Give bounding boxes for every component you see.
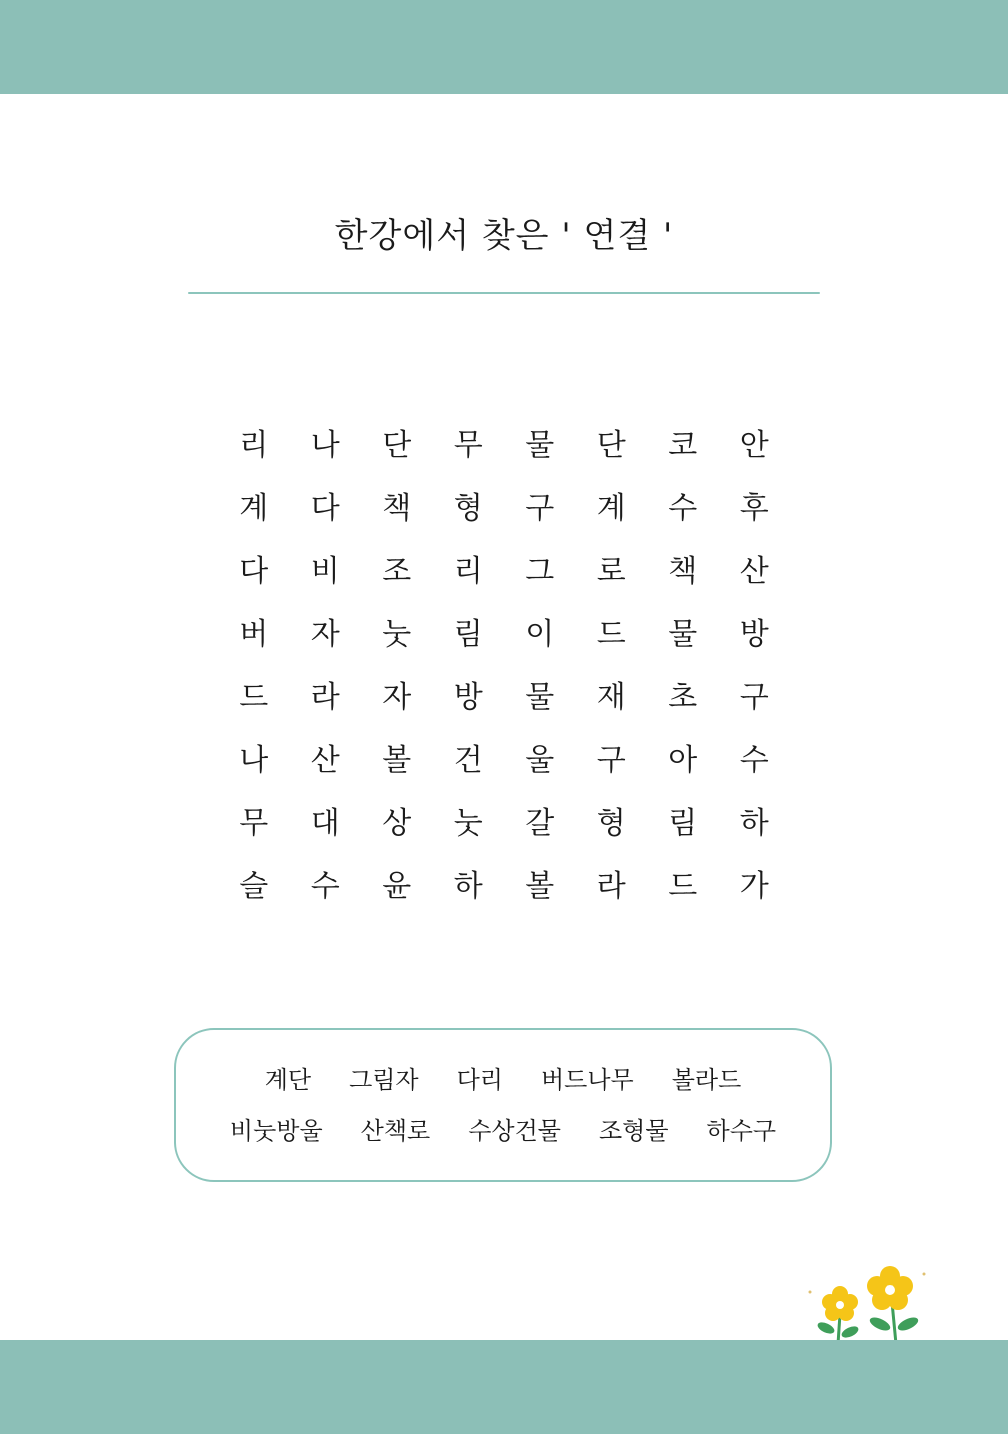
grid-cell[interactable]: 가 — [739, 869, 769, 904]
grid-row — [218, 733, 790, 796]
word-list-box — [174, 1028, 832, 1182]
grid-cell[interactable]: 로 — [596, 554, 626, 589]
grid-cell[interactable]: 초 — [668, 680, 698, 715]
grid-cell[interactable]: 버 — [239, 617, 269, 652]
grid-cell[interactable]: 하 — [739, 806, 769, 841]
word-list-item: 버드나무 — [541, 1066, 634, 1094]
grid-cell[interactable]: 드 — [668, 869, 698, 904]
grid-cell[interactable]: 안 — [739, 428, 769, 463]
grid-cell[interactable]: 갈 — [525, 806, 555, 841]
grid-cell[interactable]: 계 — [596, 491, 626, 526]
grid-row — [218, 481, 790, 544]
grid-cell[interactable]: 눗 — [453, 806, 483, 841]
grid-cell[interactable]: 계 — [239, 491, 269, 526]
grid-cell[interactable]: 구 — [596, 743, 626, 778]
grid-cell[interactable]: 림 — [453, 617, 483, 652]
grid-cell[interactable]: 다 — [239, 554, 269, 589]
grid-cell[interactable]: 비 — [310, 554, 340, 589]
grid-row — [218, 670, 790, 733]
word-list-item: 하수구 — [706, 1117, 777, 1145]
word-list-row — [174, 1111, 832, 1146]
word-list-item: 비눗방울 — [229, 1117, 323, 1145]
grid-cell[interactable]: 재 — [596, 680, 626, 715]
grid-cell[interactable]: 울 — [525, 743, 555, 778]
grid-cell[interactable]: 후 — [739, 491, 769, 526]
grid-cell[interactable]: 윤 — [382, 869, 412, 904]
grid-cell[interactable]: 구 — [525, 491, 555, 526]
grid-cell[interactable]: 라 — [596, 869, 626, 904]
grid-cell[interactable]: 상 — [382, 806, 412, 841]
grid-cell[interactable]: 산 — [739, 554, 769, 589]
grid-cell[interactable]: 건 — [453, 743, 483, 778]
grid-cell[interactable]: 나 — [239, 743, 269, 778]
word-list-item: 조형물 — [598, 1117, 669, 1145]
grid-cell[interactable]: 단 — [382, 428, 412, 463]
grid-cell[interactable]: 그 — [525, 554, 555, 589]
word-list-item: 다리 — [456, 1066, 503, 1094]
grid-row — [218, 418, 790, 481]
word-list-item: 볼라드 — [671, 1066, 742, 1094]
grid-cell[interactable]: 드 — [596, 617, 626, 652]
grid-cell[interactable]: 무 — [453, 428, 483, 463]
grid-cell[interactable]: 눗 — [382, 617, 412, 652]
grid-cell[interactable]: 대 — [310, 806, 340, 841]
word-search-grid — [218, 418, 790, 922]
grid-cell[interactable]: 리 — [453, 554, 483, 589]
grid-cell[interactable]: 볼 — [525, 869, 555, 904]
grid-cell[interactable]: 리 — [239, 428, 269, 463]
grid-cell[interactable]: 형 — [453, 491, 483, 526]
flower-decoration-icon — [804, 1262, 934, 1350]
grid-cell[interactable]: 수 — [668, 491, 698, 526]
grid-cell[interactable]: 나 — [310, 428, 340, 463]
grid-cell[interactable]: 림 — [668, 806, 698, 841]
grid-cell[interactable]: 자 — [382, 680, 412, 715]
grid-cell[interactable]: 슬 — [239, 869, 269, 904]
page-title: 한강에서 찾은 ' 연결 ' — [334, 216, 674, 256]
grid-cell[interactable]: 방 — [453, 680, 483, 715]
grid-cell[interactable]: 물 — [525, 428, 555, 463]
grid-row — [218, 859, 790, 922]
grid-cell[interactable]: 다 — [310, 491, 340, 526]
grid-cell[interactable]: 자 — [310, 617, 340, 652]
top-band — [0, 0, 1008, 94]
grid-row — [218, 796, 790, 859]
word-list-item: 그림자 — [349, 1066, 419, 1094]
grid-cell[interactable]: 라 — [310, 680, 340, 715]
grid-cell[interactable]: 방 — [739, 617, 769, 652]
grid-cell[interactable]: 산 — [310, 743, 340, 778]
grid-cell[interactable]: 조 — [382, 554, 412, 589]
word-list-item: 수상건물 — [468, 1117, 561, 1145]
word-list-item: 계단 — [264, 1066, 312, 1094]
grid-cell[interactable]: 수 — [310, 869, 340, 904]
grid-cell[interactable]: 무 — [239, 806, 269, 841]
grid-row — [218, 607, 790, 670]
grid-cell[interactable]: 코 — [668, 428, 698, 463]
grid-cell[interactable]: 책 — [382, 491, 412, 526]
grid-cell[interactable]: 하 — [453, 869, 483, 904]
grid-cell[interactable]: 수 — [739, 743, 769, 778]
grid-cell[interactable]: 구 — [739, 680, 769, 715]
grid-cell[interactable]: 드 — [239, 680, 269, 715]
grid-cell[interactable]: 단 — [596, 428, 626, 463]
grid-cell[interactable]: 물 — [525, 680, 555, 715]
grid-cell[interactable]: 이 — [525, 617, 555, 652]
grid-cell[interactable]: 형 — [596, 806, 626, 841]
grid-cell[interactable]: 물 — [668, 617, 698, 652]
bottom-band — [0, 1340, 1008, 1434]
grid-row — [218, 544, 790, 607]
word-list-row — [174, 1060, 832, 1095]
word-list-item: 산책로 — [360, 1117, 431, 1145]
title-underline — [188, 292, 820, 294]
grid-cell[interactable]: 볼 — [382, 743, 412, 778]
grid-cell[interactable]: 책 — [668, 554, 698, 589]
grid-cell[interactable]: 아 — [668, 743, 698, 778]
